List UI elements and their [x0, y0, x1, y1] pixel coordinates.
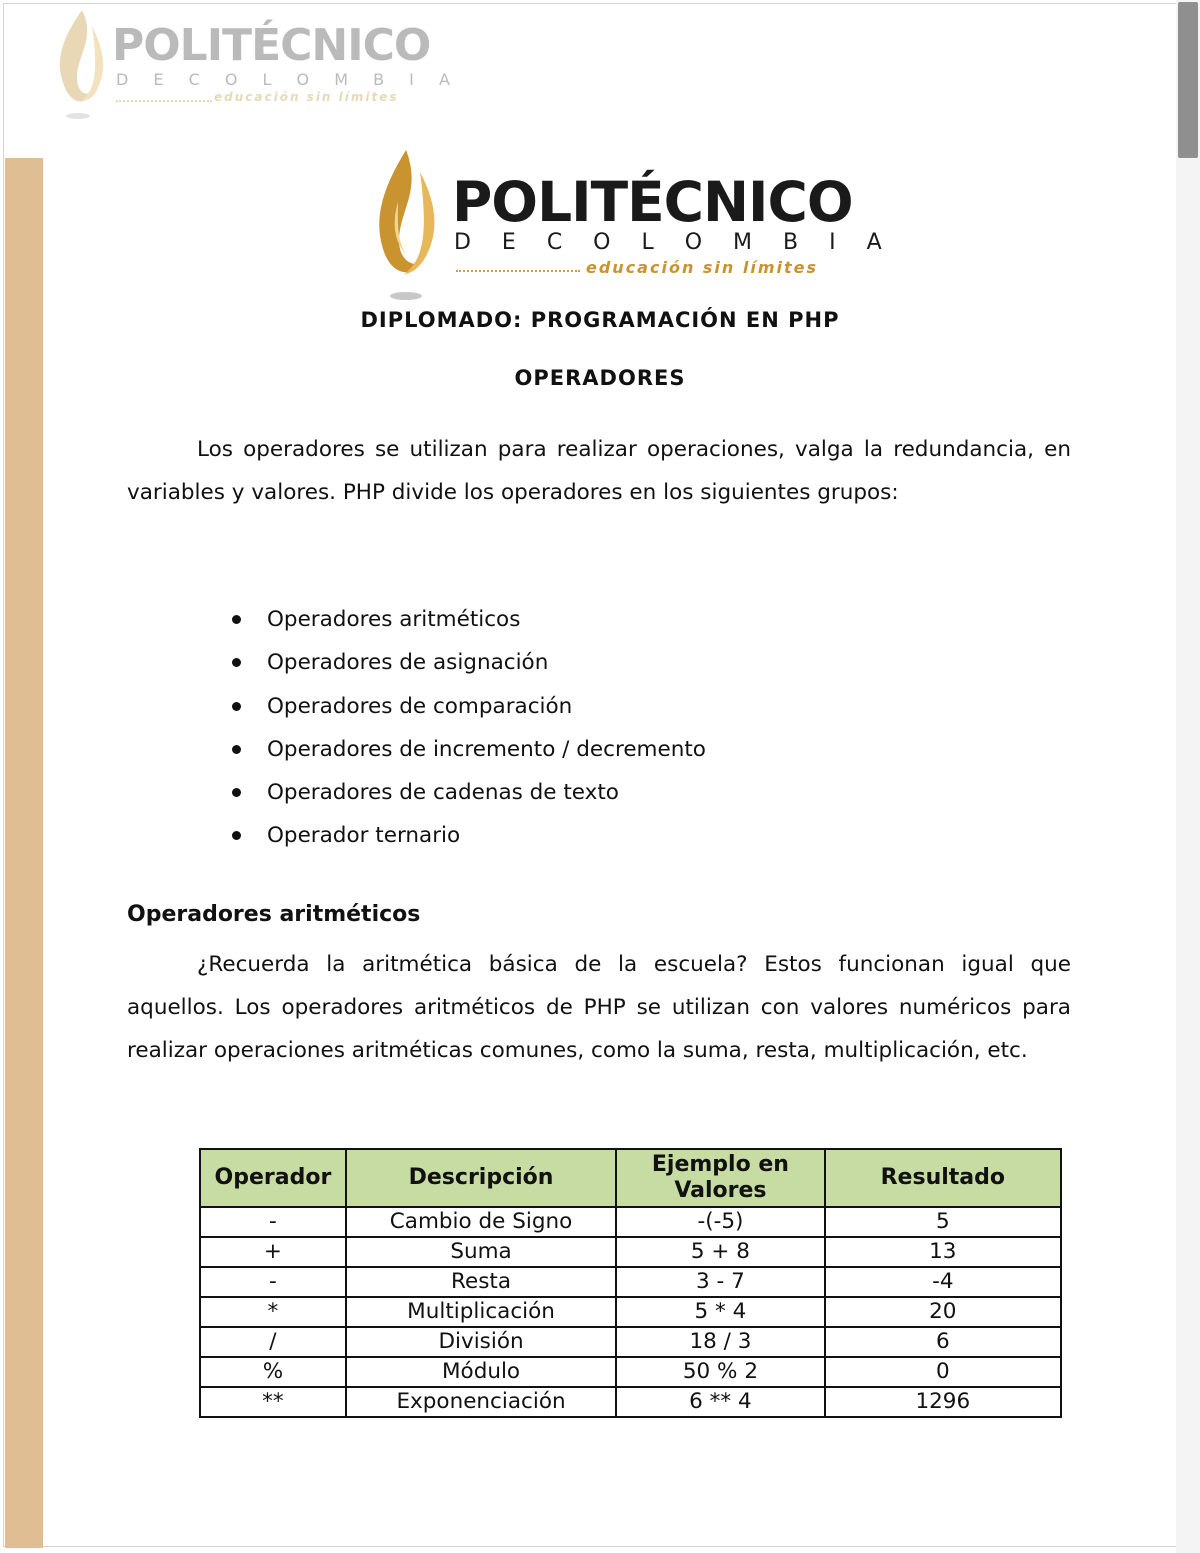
- scrollbar-thumb[interactable]: [1178, 2, 1198, 158]
- table-cell: +: [200, 1237, 346, 1267]
- table-cell: 5 * 4: [616, 1297, 824, 1327]
- section-text: ¿Recuerda la aritmética básica de la escuela? Estos funcionan igual que aquellos. Los operadores aritméticos de PHP se utilizan con valores numéricos para realizar operaciones aritméticas comunes, como la suma, resta, multiplicación, etc.: [127, 952, 1071, 1063]
- table-cell: 5 + 8: [616, 1237, 824, 1267]
- table-row: [200, 1357, 1061, 1387]
- list-item: Operadores de comparación: [230, 685, 706, 728]
- table-cell: /: [200, 1327, 346, 1357]
- table-row: [200, 1387, 1061, 1417]
- flame-icon: [370, 146, 450, 302]
- table-cell: 3 - 7: [616, 1267, 824, 1297]
- table-cell: 5: [825, 1207, 1061, 1237]
- section-heading: Operadores aritméticos: [127, 902, 421, 927]
- main-logo: [370, 146, 894, 302]
- table-cell: -: [200, 1207, 346, 1237]
- table-cell: 0: [825, 1357, 1061, 1387]
- table-cell: %: [200, 1357, 346, 1387]
- table-row: [200, 1327, 1061, 1357]
- table-cell: **: [200, 1387, 346, 1417]
- document-subtitle: OPERADORES: [514, 366, 686, 390]
- table-cell: 18 / 3: [616, 1327, 824, 1357]
- table-cell: 20: [825, 1297, 1061, 1327]
- table-row: [200, 1297, 1061, 1327]
- table-cell: -4: [825, 1267, 1061, 1297]
- logo-name: POLITÉCNICO: [452, 170, 853, 234]
- column-header: Descripción: [346, 1149, 616, 1207]
- logo-tagline: educación sin límites: [214, 90, 399, 104]
- logo-dots: [116, 100, 212, 102]
- arithmetic-operators-table: [199, 1148, 1062, 1418]
- list-item: Operadores aritméticos: [230, 598, 706, 641]
- table-cell: Multiplicación: [346, 1297, 616, 1327]
- table-header-row: [200, 1149, 1061, 1207]
- logo-subtitle: D E C O L O M B I A: [116, 70, 460, 89]
- scrollbar-track[interactable]: [1176, 0, 1200, 1553]
- section-paragraph: [127, 943, 1071, 1072]
- table-cell: 6 ** 4: [616, 1387, 824, 1417]
- table-row: [200, 1207, 1061, 1237]
- table-cell: 50 % 2: [616, 1357, 824, 1387]
- logo-dots: [456, 270, 580, 272]
- table-cell: 13: [825, 1237, 1061, 1267]
- list-item: Operador ternario: [230, 814, 706, 857]
- intro-paragraph: [127, 428, 1071, 514]
- flame-icon: [52, 6, 112, 122]
- list-item: Operadores de incremento / decremento: [230, 728, 706, 771]
- table-cell: Resta: [346, 1267, 616, 1297]
- table-cell: Módulo: [346, 1357, 616, 1387]
- logo-subtitle: D E C O L O M B I A: [454, 230, 894, 255]
- table-cell: -(-5): [616, 1207, 824, 1237]
- table-row: [200, 1267, 1061, 1297]
- table-cell: *: [200, 1297, 346, 1327]
- column-header: Resultado: [825, 1149, 1061, 1207]
- table-cell: División: [346, 1327, 616, 1357]
- table-row: [200, 1237, 1061, 1267]
- table-cell: Suma: [346, 1237, 616, 1267]
- table-cell: -: [200, 1267, 346, 1297]
- operator-groups-list: [230, 598, 706, 858]
- document-title: DIPLOMADO: PROGRAMACIÓN EN PHP: [360, 308, 840, 332]
- column-header: Ejemplo en Valores: [616, 1149, 824, 1207]
- logo-tagline: educación sin límites: [586, 258, 819, 277]
- header-logo: [52, 6, 460, 122]
- list-item: Operadores de asignación: [230, 641, 706, 684]
- intro-text: Los operadores se utilizan para realizar operaciones, valga la redundancia, en variables y valores. PHP divide los operadores en los siguientes grupos:: [127, 437, 1071, 505]
- column-header: Operador: [200, 1149, 346, 1207]
- table-cell: Exponenciación: [346, 1387, 616, 1417]
- list-item: Operadores de cadenas de texto: [230, 771, 706, 814]
- table-cell: Cambio de Signo: [346, 1207, 616, 1237]
- logo-name: POLITÉCNICO: [112, 20, 431, 71]
- table-cell: 1296: [825, 1387, 1061, 1417]
- table-cell: 6: [825, 1327, 1061, 1357]
